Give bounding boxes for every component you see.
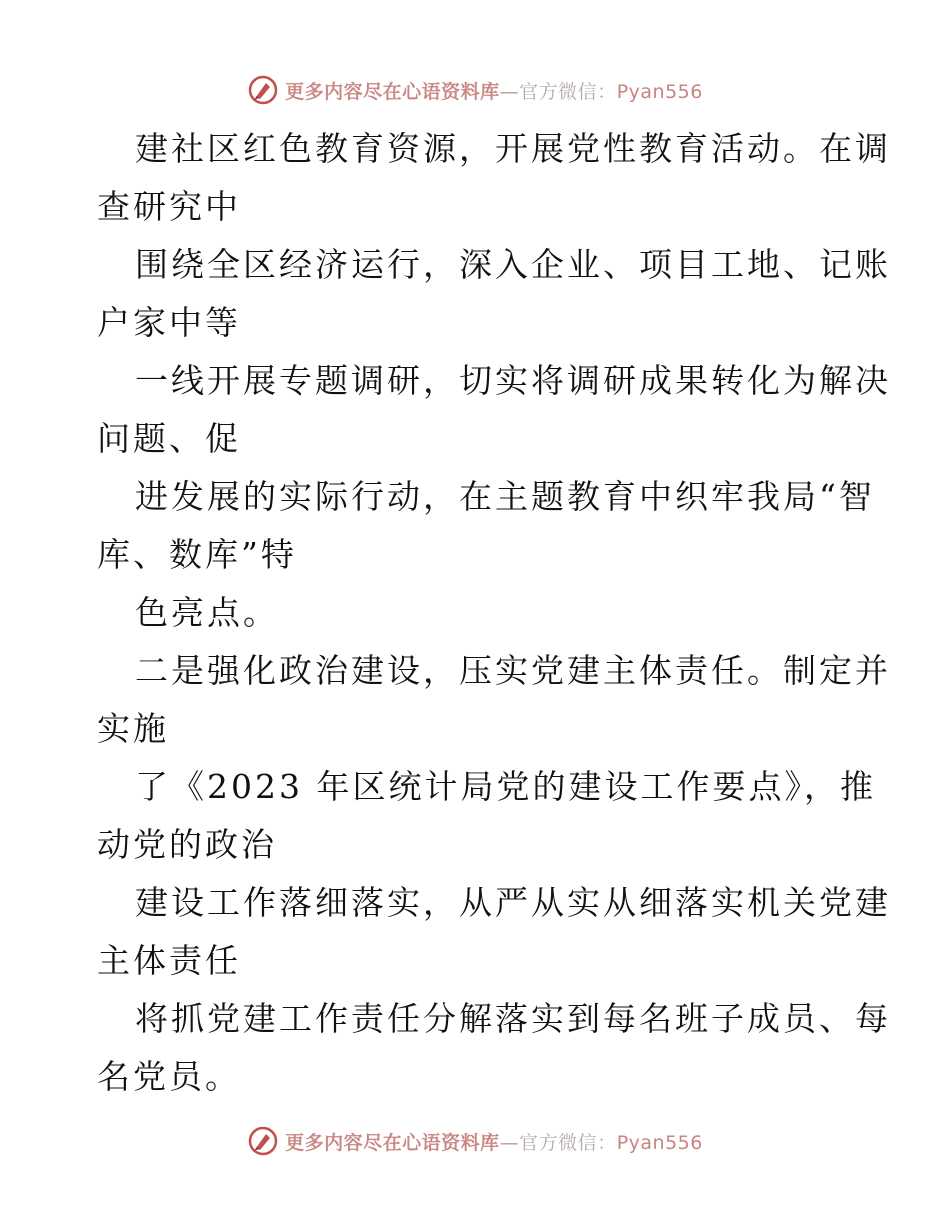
document-body xyxy=(97,120,891,1106)
watermark-text xyxy=(285,1128,703,1155)
text-line: 进发展的实际行动，在主题教育中织牢我局“智 xyxy=(135,477,875,516)
text-line: 主体责任 xyxy=(97,941,241,980)
watermark-id: Pyan556 xyxy=(616,1131,703,1154)
watermark-official: 官方微信： xyxy=(519,1131,617,1154)
watermark-text xyxy=(285,77,703,104)
text-line: 建设工作落细落实，从严从实从细落实机关党建 xyxy=(135,883,891,922)
text-line: 库、数库”特 xyxy=(97,535,297,574)
text-line: 动党的政治 xyxy=(97,825,277,864)
text-line: 名党员。 xyxy=(97,1057,241,1096)
watermark-main: 更多内容尽在心语资料库 xyxy=(285,80,500,103)
text-line: 问题、促 xyxy=(97,419,241,458)
watermark-id: Pyan556 xyxy=(616,80,703,103)
pen-nib-logo-icon xyxy=(247,74,279,106)
text-line: 实施 xyxy=(97,709,169,748)
watermark-separator: — xyxy=(499,80,520,103)
watermark-official: 官方微信： xyxy=(519,80,617,103)
text-line: 查研究中 xyxy=(97,187,241,226)
watermark-separator: — xyxy=(499,1131,520,1154)
text-line: 一线开展专题调研，切实将调研成果转化为解决 xyxy=(135,361,891,400)
footer-watermark xyxy=(0,1121,950,1161)
pen-nib-logo-icon xyxy=(247,1125,279,1157)
text-line: 了《2023 年区统计局党的建设工作要点》，推 xyxy=(135,767,876,806)
watermark-main: 更多内容尽在心语资料库 xyxy=(285,1131,500,1154)
text-line: 建社区红色教育资源，开展党性教育活动。在调 xyxy=(135,129,891,168)
header-watermark xyxy=(0,70,950,110)
text-line: 色亮点。 xyxy=(135,593,279,632)
text-line: 户家中等 xyxy=(97,303,241,342)
text-line: 将抓党建工作责任分解落实到每名班子成员、每 xyxy=(135,999,891,1038)
text-line: 二是强化政治建设，压实党建主体责任。制定并 xyxy=(135,651,891,690)
text-line: 围绕全区经济运行，深入企业、项目工地、记账 xyxy=(135,245,891,284)
